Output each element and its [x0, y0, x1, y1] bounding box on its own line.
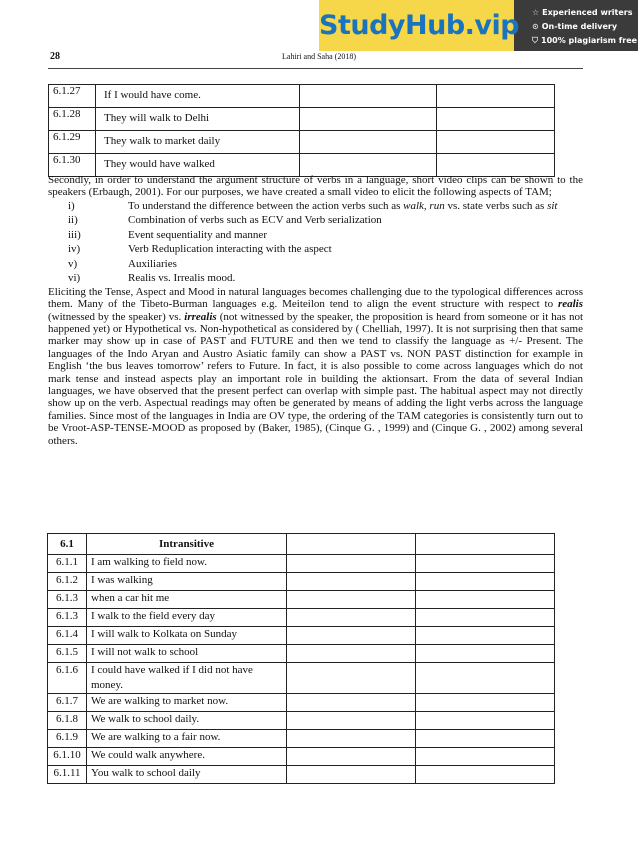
empty-cell [287, 663, 416, 694]
empty-cell [416, 627, 555, 645]
example-sentence: They will walk to Delhi [96, 108, 300, 131]
table-header-row [48, 534, 555, 555]
feature-experienced-writers: ☆ Experienced writers [532, 8, 633, 17]
header-empty-cell [287, 534, 416, 555]
paragraph-intro: Secondly, in order to understand the argument structure of verbs in a language, short video clips can be shown to the speakers (Erbaugh, 2001). For our purposes, we have created a small video to elicit the following aspects of TAM; [48, 174, 583, 199]
intransitive-table [47, 533, 555, 784]
example-number: 6.1.2 [48, 573, 87, 591]
list-numeral: iii) [68, 228, 81, 241]
list-text: To understand the difference between the action verbs such as walk, run vs. state verbs such as sit [128, 199, 558, 212]
example-sentence: We walk to school daily. [87, 712, 287, 730]
empty-cell [416, 694, 555, 712]
ad-banner[interactable] [319, 0, 638, 51]
empty-cell [437, 85, 555, 108]
example-number: 6.1.27 [49, 85, 96, 108]
example-sentence: I walk to the field every day [87, 609, 287, 627]
empty-cell [287, 730, 416, 748]
empty-cell [287, 609, 416, 627]
list-item [48, 199, 583, 214]
example-number: 6.1.8 [48, 712, 87, 730]
example-sentence: I could have walked if I did not have money. [87, 663, 287, 694]
clock-icon: ⊙ [532, 22, 539, 31]
header-section-number: 6.1 [48, 534, 87, 555]
table-row [48, 645, 555, 663]
empty-cell [300, 85, 437, 108]
table-row [48, 663, 555, 694]
table-row [48, 748, 555, 766]
feature-on-time-delivery: ⊙ On-time delivery [532, 22, 618, 31]
studyhub-logo[interactable]: StudyHub.vip [319, 0, 514, 51]
example-sentence: We are walking to market now. [87, 694, 287, 712]
list-text: Verb Reduplication interacting with the aspect [128, 243, 332, 256]
table-row [49, 108, 555, 131]
table-row [48, 627, 555, 645]
table-row [49, 131, 555, 154]
example-number: 6.1.4 [48, 627, 87, 645]
example-sentence: I am walking to field now. [87, 555, 287, 573]
star-icon: ☆ [532, 8, 540, 17]
example-sentence: If I would have come. [96, 85, 300, 108]
running-title: Lahiri and Saha (2018) [282, 52, 356, 61]
header-rule [48, 68, 583, 69]
list-numeral: iv) [68, 243, 81, 256]
example-number: 6.1.3 [48, 591, 87, 609]
example-number: 6.1.3 [48, 609, 87, 627]
example-sentence: when a car hit me [87, 591, 287, 609]
example-sentence: I was walking [87, 573, 287, 591]
example-number: 6.1.7 [48, 694, 87, 712]
example-sentence: We could walk anywhere. [87, 748, 287, 766]
empty-cell [287, 766, 416, 784]
empty-cell [416, 645, 555, 663]
empty-cell [416, 712, 555, 730]
list-item [48, 242, 583, 257]
aspect-list [48, 199, 583, 286]
list-item [48, 257, 583, 272]
table-row [48, 591, 555, 609]
empty-cell [287, 555, 416, 573]
header-title: Intransitive [87, 534, 287, 555]
list-item [48, 271, 583, 286]
table-row [48, 730, 555, 748]
empty-cell [416, 609, 555, 627]
table-row [48, 694, 555, 712]
empty-cell [300, 108, 437, 131]
example-number: 6.1.6 [48, 663, 87, 694]
empty-cell [287, 712, 416, 730]
example-number: 6.1.30 [49, 154, 96, 177]
empty-cell [437, 108, 555, 131]
empty-cell [416, 573, 555, 591]
example-number: 6.1.11 [48, 766, 87, 784]
table-row [48, 609, 555, 627]
empty-cell [416, 730, 555, 748]
shield-icon: ⛉ [532, 36, 538, 45]
empty-cell [300, 131, 437, 154]
example-number: 6.1.29 [49, 131, 96, 154]
page-number: 28 [50, 51, 60, 62]
list-item [48, 213, 583, 228]
empty-cell [437, 131, 555, 154]
empty-cell [416, 591, 555, 609]
empty-cell [416, 555, 555, 573]
list-text: Realis vs. Irrealis mood. [128, 272, 236, 285]
table-row [48, 766, 555, 784]
empty-cell [287, 748, 416, 766]
empty-cell [287, 573, 416, 591]
paragraph-tam: Eliciting the Tense, Aspect and Mood in natural languages becomes challenging due to the typological differences across them. Many of the Tibeto-Burman languages e.g. Meiteilon tend to align the event structure with respect to realis (witnessed by the speaker) vs. irrealis (not witnessed by the speaker, the proposition is heard from someone or it has not happened yet) or Hypothetical vs. Non-hypothetical as considered by ( Chelliah, 1997). It is not surprising then that same marker may show up in case of PAST and FUTURE and then we tend to classify the language as +/- Present. The languages of the Indo Aryan and Austro Asiatic family can show a PAST vs. NON PAST distinction for example in English ‘the bus leaves tomorrow’ refers to Future. In fact, it is also possible to come across languages which do not mark tense and instead aspects play an important role in building the aktionsart. From the data of several Indian languages, we have observed that the present perfect can overlap with simple past. The habitual aspect may not directly show up on the verb. Aspectual readings may often be generated by means of adding the light verbs across the language families. Since most of the languages in India are OV type, the ordering of the TAM categories is consistently turn out to be Vroot-ASP-TENSE-MOOD as proposed by (Baker, 1985), (Cinque G. , 1999) and (Cinque G. , 2002) among several others. [48, 285, 583, 447]
empty-cell [416, 663, 555, 694]
example-number: 6.1.5 [48, 645, 87, 663]
list-numeral: ii) [68, 214, 78, 227]
list-text: Auxiliaries [128, 257, 177, 270]
example-sentence: They walk to market daily [96, 131, 300, 154]
empty-cell [287, 694, 416, 712]
example-number: 6.1.10 [48, 748, 87, 766]
table-row [49, 85, 555, 108]
examples-table-top [48, 84, 555, 177]
example-sentence: You walk to school daily [87, 766, 287, 784]
empty-cell [416, 748, 555, 766]
list-numeral: v) [68, 257, 78, 270]
empty-cell [416, 766, 555, 784]
example-number: 6.1.1 [48, 555, 87, 573]
list-numeral: i) [68, 199, 75, 212]
list-numeral: vi) [68, 272, 81, 285]
example-number: 6.1.9 [48, 730, 87, 748]
list-item [48, 228, 583, 243]
example-sentence: I will walk to Kolkata on Sunday [87, 627, 287, 645]
example-number: 6.1.28 [49, 108, 96, 131]
example-sentence: I will not walk to school [87, 645, 287, 663]
body-text [48, 174, 583, 447]
empty-cell [287, 591, 416, 609]
example-sentence: We are walking to a fair now. [87, 730, 287, 748]
list-text: Combination of verbs such as ECV and Verb serialization [128, 214, 382, 227]
header-empty-cell [416, 534, 555, 555]
empty-cell [287, 645, 416, 663]
table-row [48, 573, 555, 591]
example-sentence: They would have walked [96, 154, 300, 177]
list-text: Event sequentiality and manner [128, 228, 267, 241]
table-row [48, 555, 555, 573]
feature-plagiarism-free: ⛉ 100% plagiarism free [532, 36, 638, 45]
table-row [48, 712, 555, 730]
empty-cell [287, 627, 416, 645]
